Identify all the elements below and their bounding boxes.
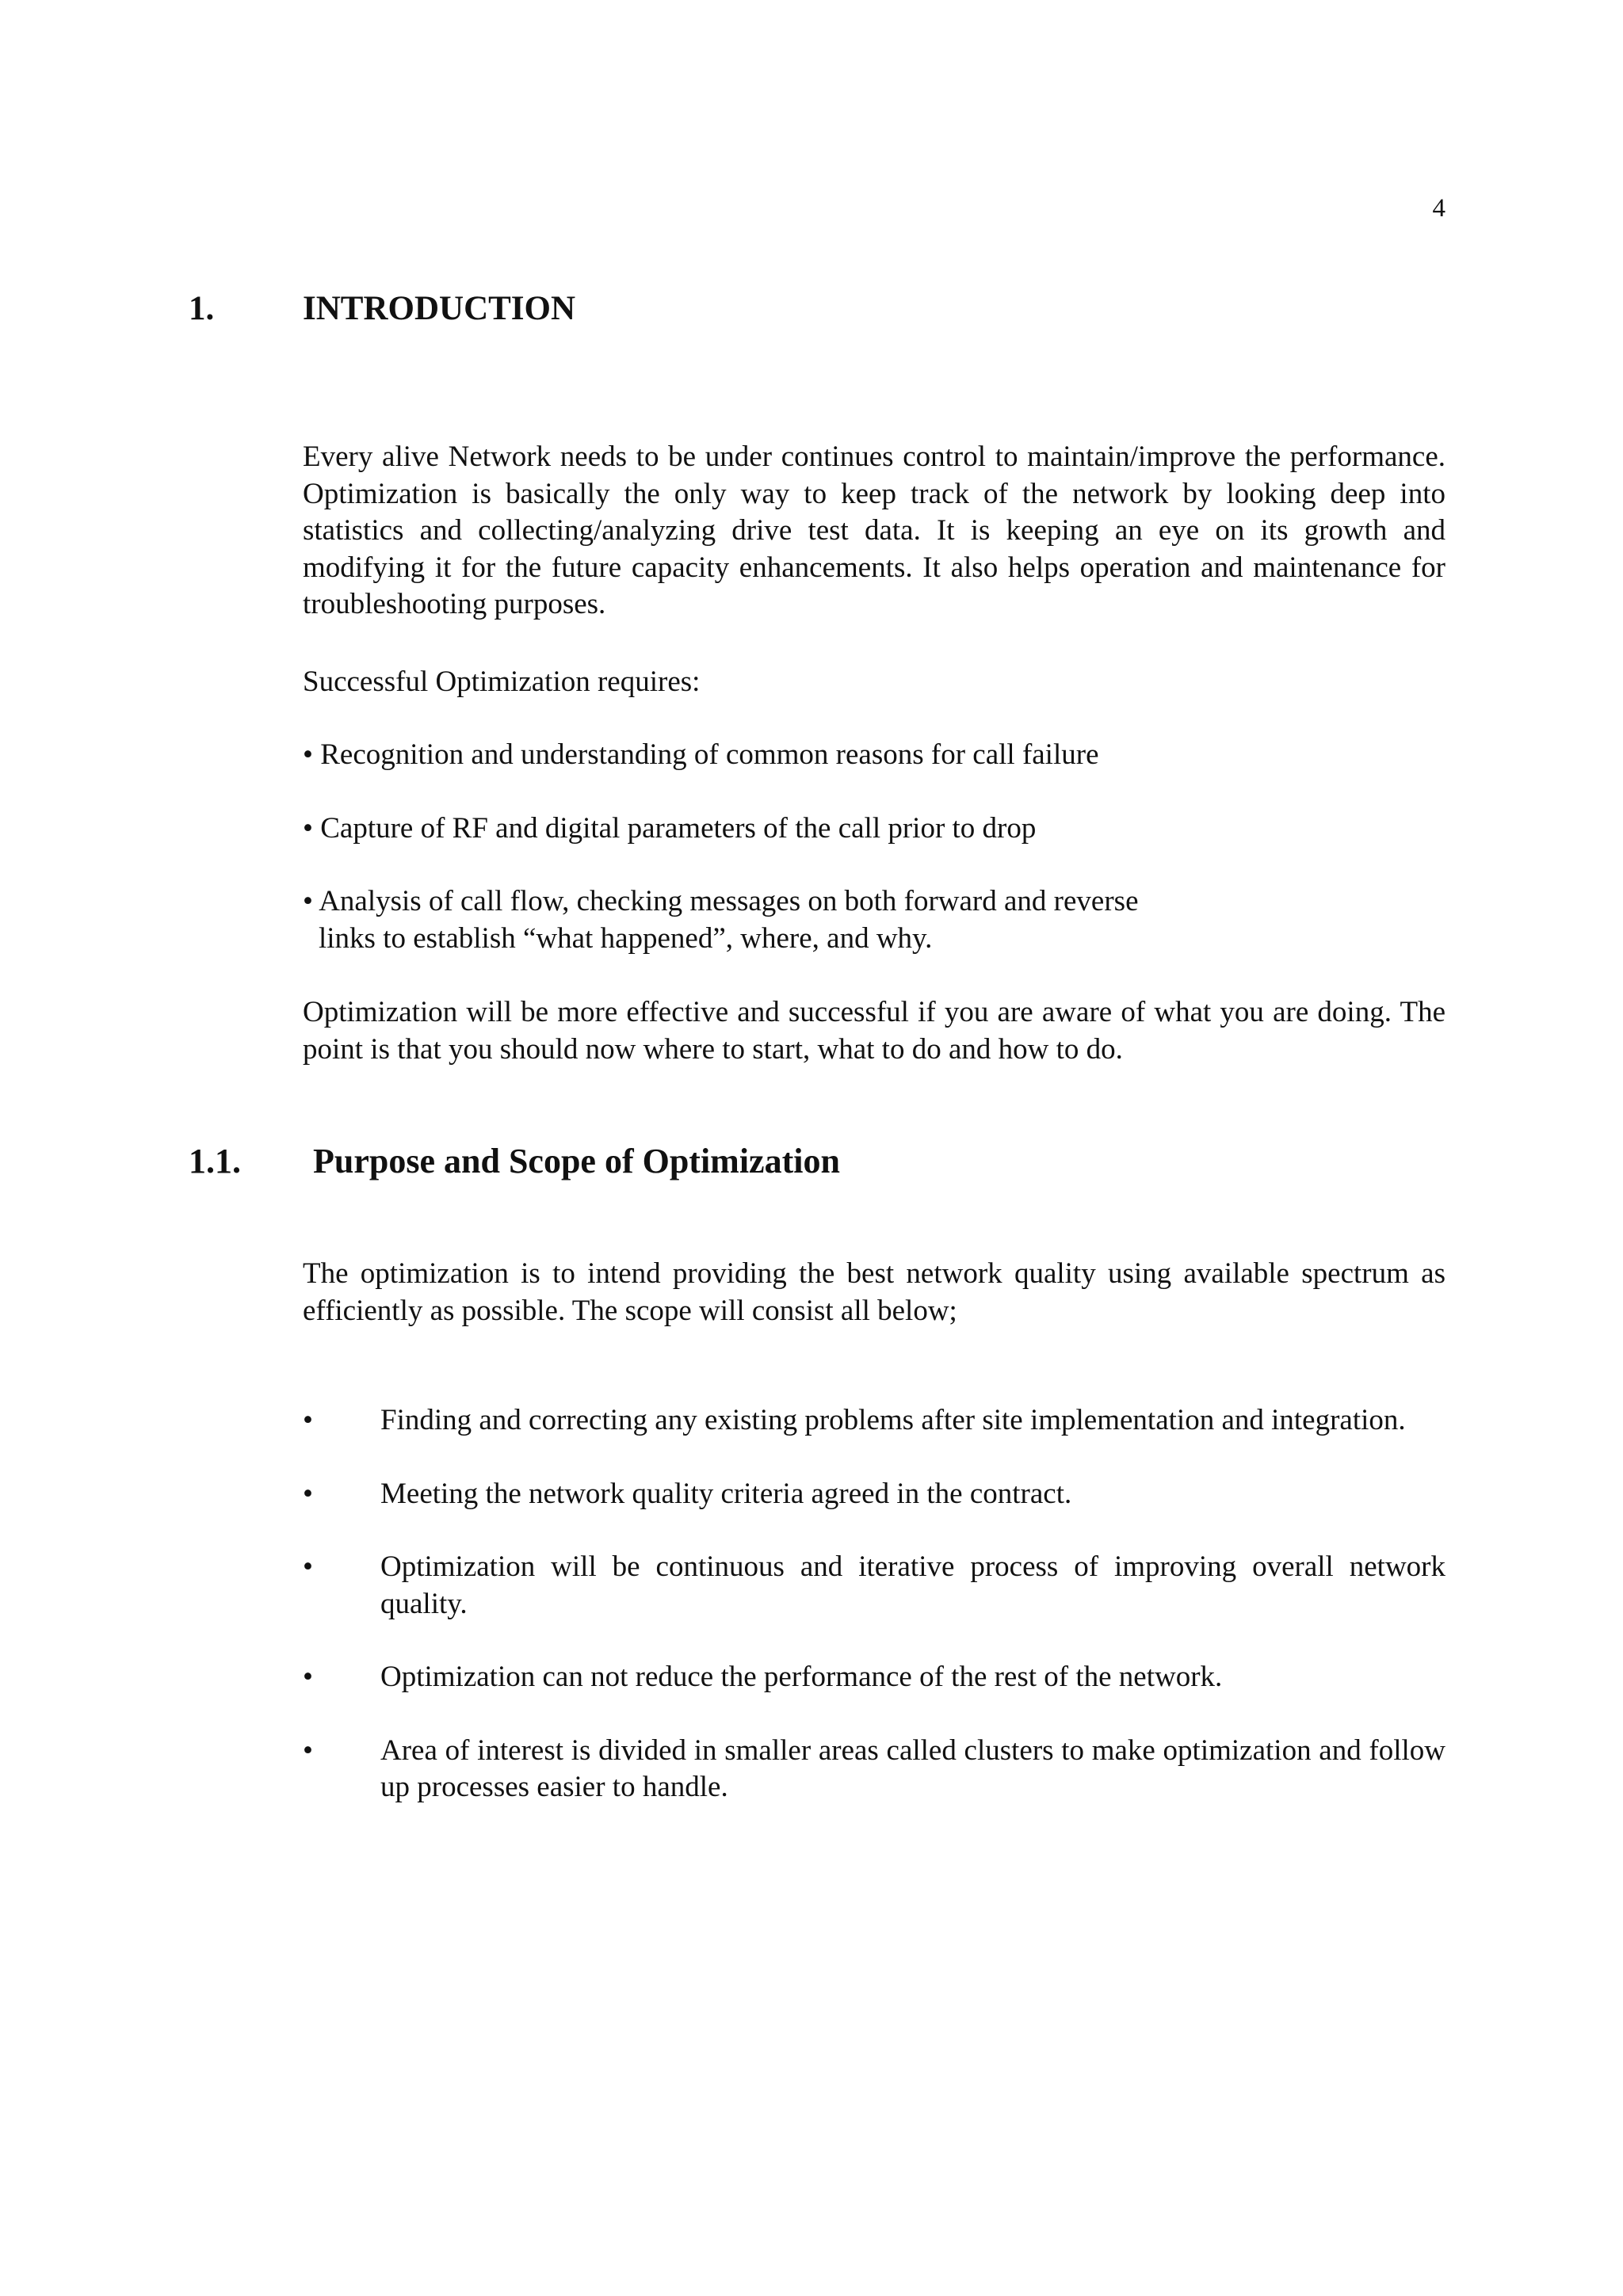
scope-item-text: Area of interest is divided in smaller areas called clusters to make optimization and follow up processes easier to handle. [380, 1733, 1445, 1803]
bullet: • [303, 1733, 313, 1767]
section-number: 1. [189, 290, 215, 327]
purpose-paragraph: The optimization is to intend providing the best network quality using available spectrum as efficiently as possible. The scope will consist all below; [303, 1257, 1445, 1327]
closing-paragraph: Optimization will be more effective and successful if you are aware of what you are doing. The point is that you should now where to start, what to do and how to do. [303, 996, 1445, 1066]
section-title: INTRODUCTION [303, 290, 576, 327]
scope-item-text: Meeting the network quality criteria agreed in the contract. [380, 1477, 1072, 1510]
list-item [303, 1659, 1445, 1696]
subsection-title: Purpose and Scope of Optimization [313, 1142, 840, 1180]
list-item [303, 1549, 1445, 1623]
requirements-label: Successful Optimization requires: [303, 666, 701, 698]
bullet: • [303, 885, 313, 917]
requirement-item [303, 810, 1445, 848]
requirement-text: Capture of RF and digital parameters of the call prior to drop [320, 812, 1037, 845]
list-item [303, 1733, 1445, 1806]
scope-item-text: Optimization can not reduce the performance of the rest of the network. [380, 1661, 1223, 1693]
page-number: 4 [1432, 194, 1445, 223]
requirement-continuation: links to establish “what happened”, where, and why. [319, 921, 933, 955]
requirement-text: Recognition and understanding of common reasons for call failure [320, 738, 1099, 771]
scope-list [303, 1402, 1445, 1843]
requirement-text: Analysis of call flow, checking messages on both forward and reverse [319, 885, 1139, 917]
bullet: • [303, 1661, 313, 1693]
bullet: • [303, 1404, 313, 1436]
subsection-number: 1.1. [189, 1142, 241, 1180]
bullet: • [303, 1550, 313, 1583]
intro-paragraph: Every alive Network needs to be under continues control to maintain/improve the performance. Optimization is basically the only way to keep track of the network by looking deep into statistics and collecting/analyzing drive test data. It is keeping an eye on its growth and modifying it for the future capacity enhancements. It also helps operation and maintenance for troubleshooting purposes. [303, 441, 1445, 620]
requirement-item [303, 737, 1445, 774]
scope-item-text: Optimization will be continuous and iterative process of improving overall network quality. [380, 1550, 1445, 1620]
bullet: • [303, 738, 313, 771]
requirement-item [303, 883, 1445, 957]
scope-item-text: Finding and correcting any existing problems after site implementation and integration. [380, 1404, 1406, 1436]
bullet: • [303, 812, 313, 845]
bullet: • [303, 1477, 313, 1510]
list-item [303, 1476, 1445, 1513]
list-item [303, 1402, 1445, 1440]
